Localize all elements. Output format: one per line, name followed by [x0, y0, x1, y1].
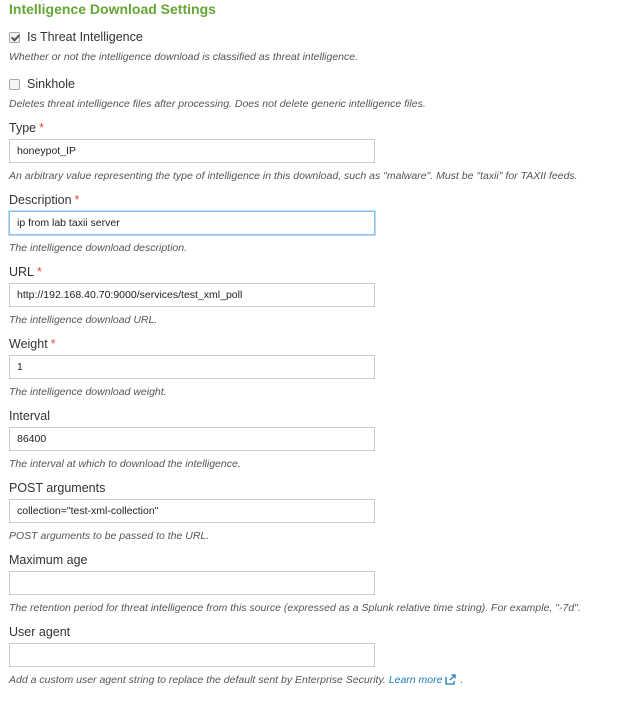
type-input[interactable]: [9, 139, 375, 163]
user-agent-help: [9, 674, 463, 686]
user-agent-label: User agent: [9, 625, 71, 639]
weight-required-mark: *: [50, 337, 56, 351]
description-input[interactable]: [9, 211, 375, 235]
description-required-mark: *: [74, 193, 80, 207]
description-label: Description *: [9, 193, 80, 207]
url-help: The intelligence download URL.: [9, 314, 158, 326]
sinkhole-checkbox[interactable]: [9, 79, 20, 90]
maximum-age-label: Maximum age: [9, 553, 88, 567]
sinkhole-label: Sinkhole: [27, 77, 75, 91]
weight-help: The intelligence download weight.: [9, 386, 167, 398]
weight-label: Weight *: [9, 337, 56, 351]
url-required-mark: *: [37, 265, 42, 279]
type-help: An arbitrary value representing the type of intelligence in this download, such as "malware". Must be "taxii" for TAXII feeds.: [9, 170, 578, 182]
user-agent-help-trailing: .: [460, 674, 464, 686]
type-label: Type *: [9, 121, 44, 135]
is-threat-intelligence-help: Whether or not the intelligence download is classified as threat intelligence.: [9, 51, 359, 63]
post-arguments-help: POST arguments to be passed to the URL.: [9, 530, 210, 542]
description-help: The intelligence download description.: [9, 242, 188, 254]
interval-label: Interval: [9, 409, 50, 423]
sinkhole-help: Deletes threat intelligence files after processing. Does not delete generic intelligence files.: [9, 98, 426, 110]
maximum-age-input[interactable]: [9, 571, 375, 595]
learn-more-link[interactable]: Learn more: [389, 674, 458, 686]
type-required-mark: *: [39, 121, 44, 135]
post-arguments-input[interactable]: [9, 499, 375, 523]
section-title: Intelligence Download Settings: [9, 1, 216, 17]
user-agent-help-text: Add a custom user agent string to replace the default sent by Enterprise Security.: [9, 674, 386, 686]
post-arguments-label: POST arguments: [9, 481, 106, 495]
interval-input[interactable]: [9, 427, 375, 451]
url-input[interactable]: [9, 283, 375, 307]
url-label: URL *: [9, 265, 42, 279]
maximum-age-help: The retention period for threat intelligence from this source (expressed as a Splunk relative time string). For example, "-7d".: [9, 602, 581, 614]
interval-help: The interval at which to download the intelligence.: [9, 458, 241, 470]
weight-input[interactable]: [9, 355, 375, 379]
is-threat-intelligence-checkbox[interactable]: [9, 32, 20, 43]
sinkhole-row[interactable]: [9, 76, 75, 92]
user-agent-input[interactable]: [9, 643, 375, 667]
is-threat-intelligence-row[interactable]: [9, 29, 143, 45]
external-link-icon: [445, 674, 457, 685]
is-threat-intelligence-label: Is Threat Intelligence: [27, 30, 143, 44]
